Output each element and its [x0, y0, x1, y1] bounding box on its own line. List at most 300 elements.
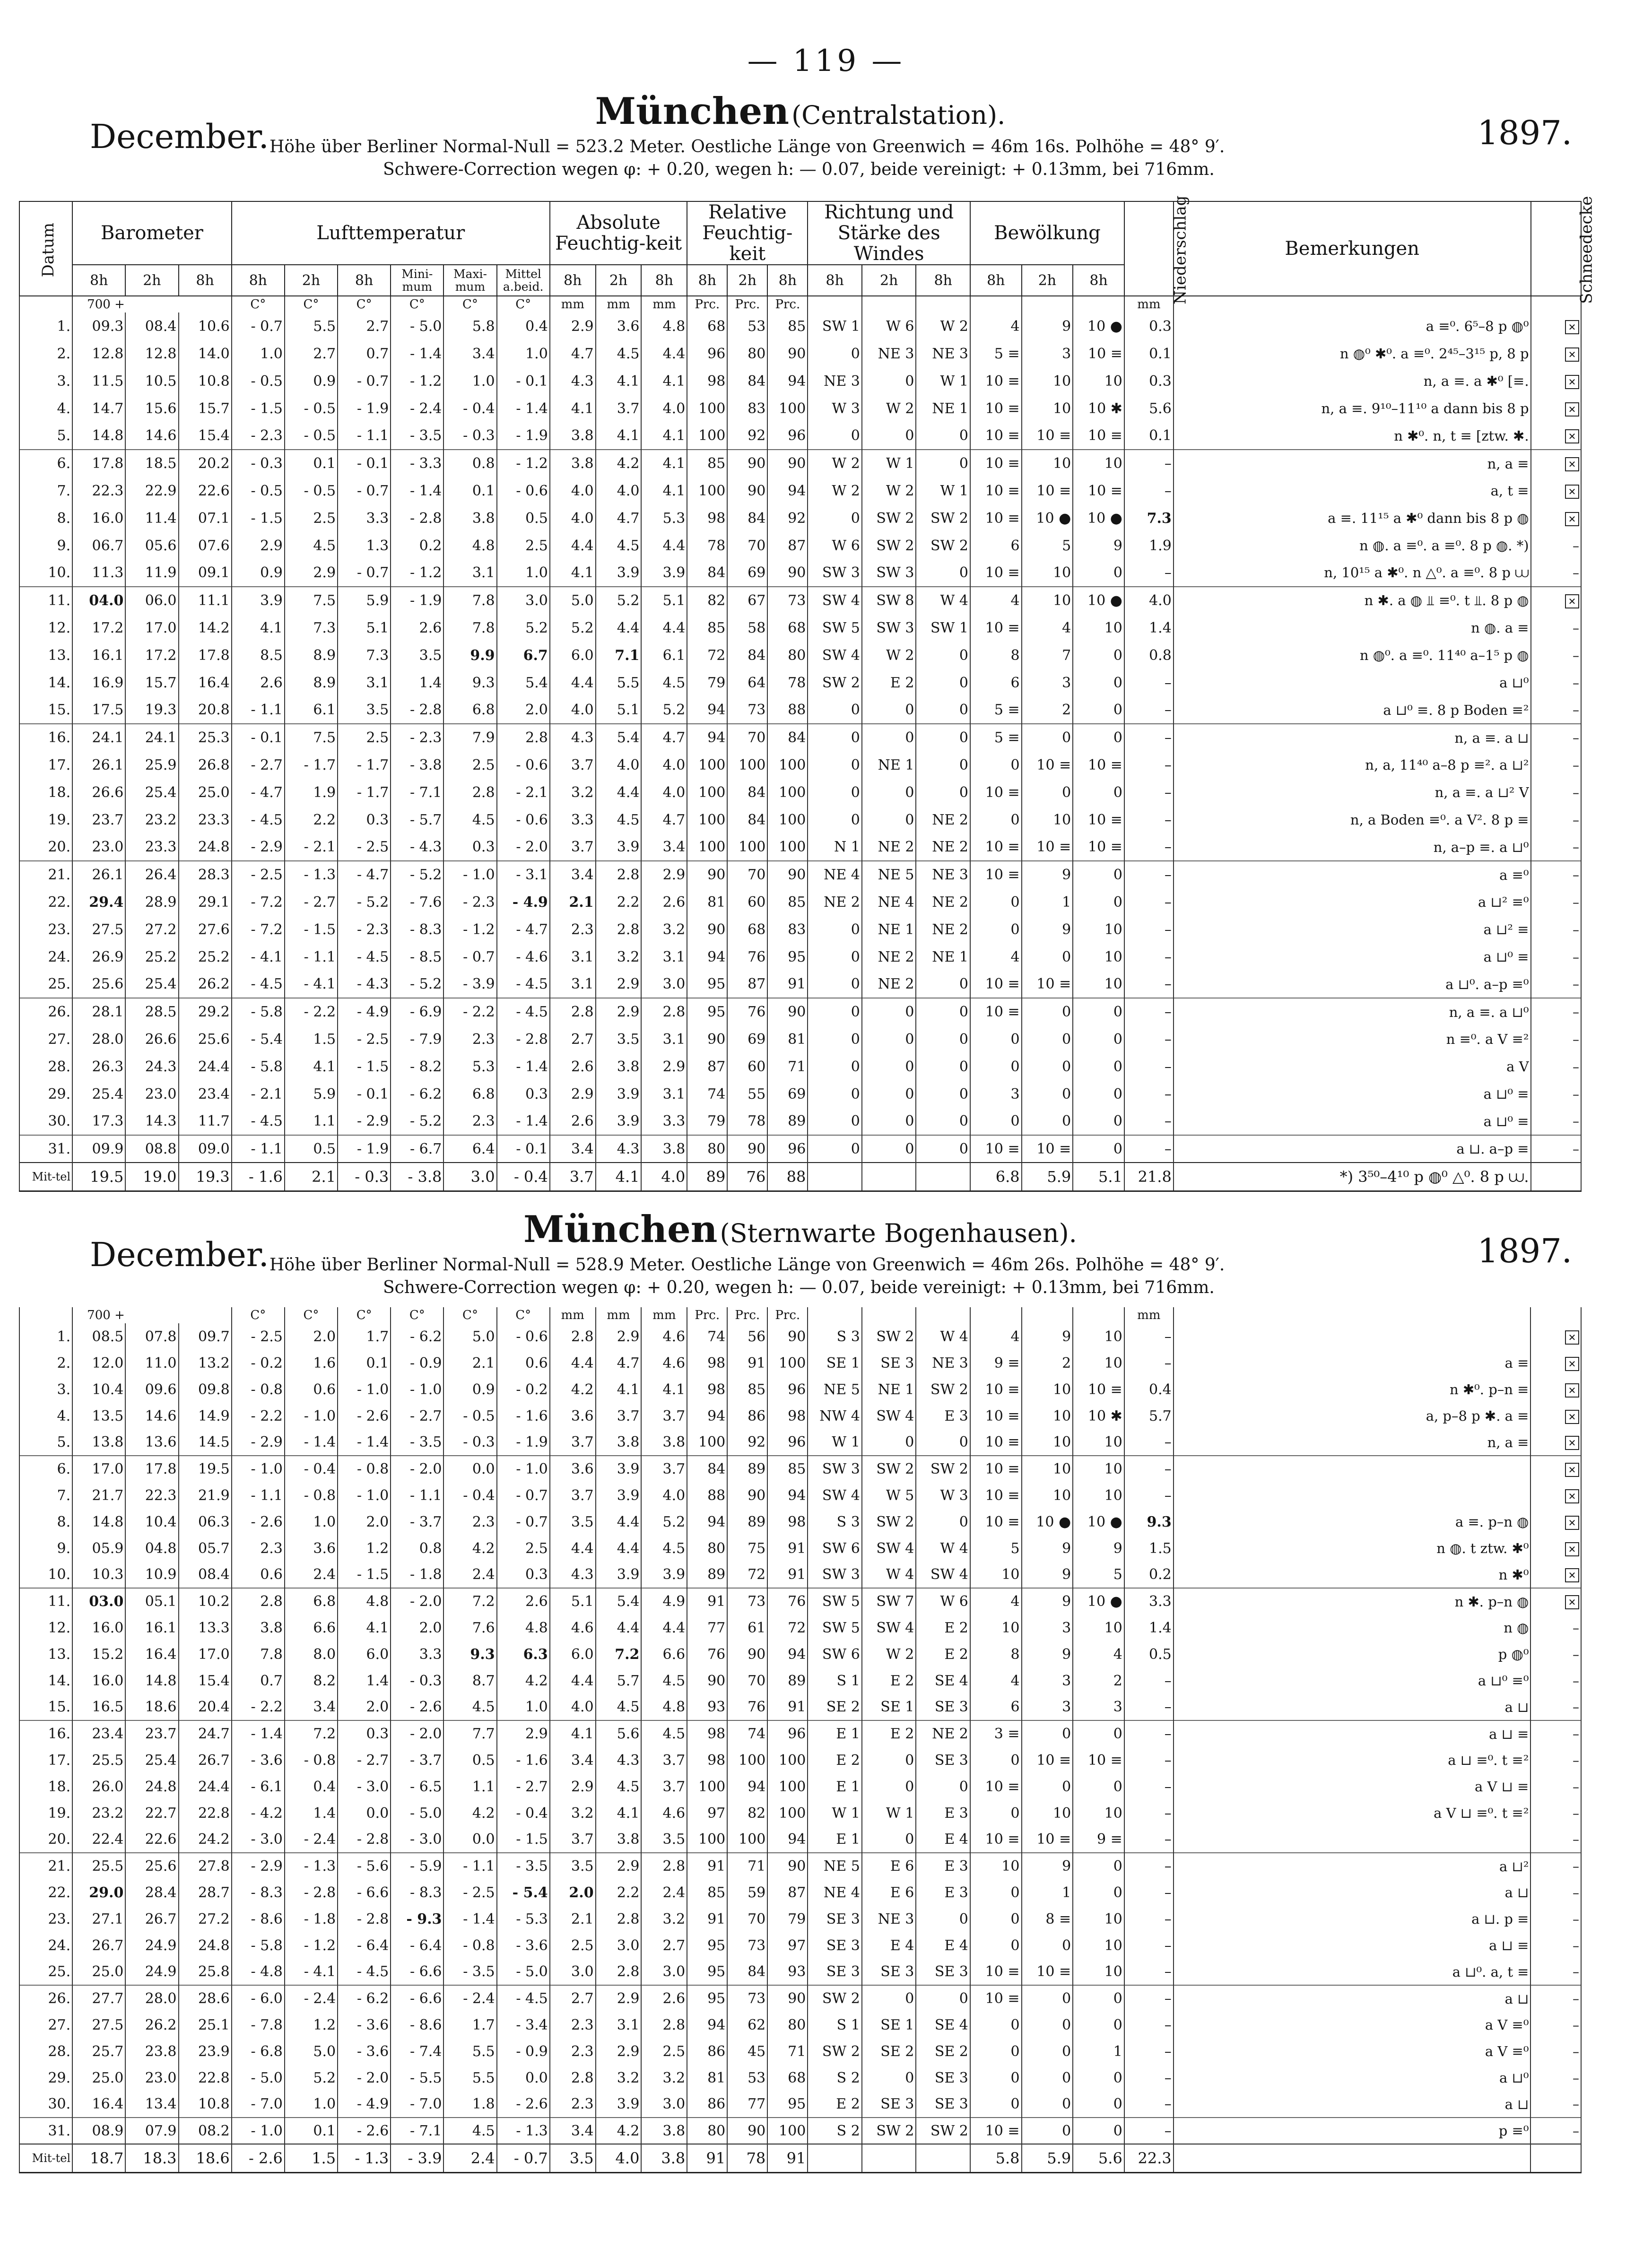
table-cell — [19, 614, 72, 642]
table-cell — [391, 1108, 443, 1135]
table-cell — [232, 367, 285, 395]
table-cell — [179, 916, 232, 943]
table-cell — [338, 1985, 391, 2012]
unit-temperature: C° — [443, 296, 496, 313]
header-bewoelkung: Bewölkung — [970, 201, 1124, 265]
cell-value: - 1.1 — [304, 948, 336, 965]
table-cell — [443, 395, 496, 422]
cell-value: 0 — [851, 756, 860, 773]
cell-value: 70 — [748, 1910, 766, 1927]
cell-value: 84 — [788, 729, 806, 746]
table-cell — [808, 1694, 862, 1720]
table-cell — [1174, 1080, 1531, 1108]
table-cell — [862, 779, 916, 806]
table-cell — [767, 2012, 808, 2038]
table-cell — [1531, 669, 1581, 696]
table-cell — [767, 395, 808, 422]
table-cell — [596, 1773, 642, 1800]
cell-value: 17.0 — [92, 1461, 124, 1477]
table-cell — [970, 587, 1022, 614]
snow-cover-value: – — [1573, 1699, 1579, 1715]
cell-value: 06.7 — [92, 537, 124, 554]
table-cell — [497, 916, 550, 943]
cell-value: 2.4 — [313, 1566, 336, 1583]
cell-value: 91 — [707, 1910, 726, 1927]
cell-value: - 6.6 — [410, 1990, 442, 2007]
table-cell — [285, 532, 338, 559]
table-cell — [19, 1879, 72, 1906]
cell-value: 4.1 — [571, 564, 594, 581]
table-cell — [862, 367, 916, 395]
table-cell — [641, 642, 687, 669]
table-cell — [497, 1773, 550, 1800]
cell-value: 100 — [779, 1752, 806, 1769]
table-cell — [72, 340, 125, 367]
table-cell — [179, 1906, 232, 1932]
table-cell — [497, 1800, 550, 1826]
table-cell — [727, 1350, 767, 1376]
table-cell — [687, 1080, 727, 1108]
cell-value: 13.3 — [198, 1619, 230, 1636]
table-cell — [391, 833, 443, 861]
cell-value: 77 — [707, 1619, 726, 1636]
cell-value: 25.0 — [92, 1963, 124, 1980]
table-cell — [767, 1853, 808, 1879]
table-cell — [338, 1853, 391, 1879]
mean-cell — [727, 1163, 767, 1191]
table-cell — [862, 833, 916, 861]
cell-value: 24.8 — [198, 1937, 230, 1954]
cell-value: - 4.7 — [516, 921, 548, 938]
cell-value: 0.2 — [1149, 1566, 1172, 1583]
cell-value: 100 — [779, 839, 806, 855]
cell-value: a ≡. 11¹⁵ a ✱⁰ dann bis 8 p ◍ — [1328, 510, 1529, 526]
cell-value: - 2.5 — [356, 839, 389, 855]
table-cell — [808, 943, 862, 971]
table-cell — [338, 477, 391, 504]
snow-cover-value: – — [1573, 784, 1579, 800]
table-cell — [285, 779, 338, 806]
table-cell — [1174, 1932, 1531, 1959]
cell-value: 25.0 — [92, 2069, 124, 2086]
cell-value: 09.1 — [198, 564, 230, 581]
cell-value: - 1.4 — [516, 400, 548, 417]
cell-value: 10 ≡ — [985, 373, 1020, 390]
mean-value: 88 — [786, 1168, 806, 1186]
table-cell — [443, 1694, 496, 1720]
cell-value: 27.8 — [198, 1858, 230, 1875]
cell-value: 0.1 — [1149, 345, 1172, 362]
table-cell — [808, 614, 862, 642]
cell-value: – — [1164, 2122, 1172, 2139]
table-cell — [767, 1879, 808, 1906]
table-cell — [808, 1615, 862, 1641]
table-cell — [285, 642, 338, 669]
table-cell — [19, 2091, 72, 2118]
mean-cell — [862, 2144, 916, 2173]
cell-value: - 0.4 — [516, 1805, 548, 1822]
cell-value: a ⊔ ≡ — [1489, 1937, 1529, 1953]
cell-value: 09.7 — [198, 1328, 230, 1345]
cell-value: - 0.5 — [304, 400, 336, 417]
cell-value: SW 3 — [822, 564, 860, 581]
table-cell — [550, 1747, 596, 1773]
cell-value: 0.8 — [472, 455, 495, 472]
cell-value: - 0.7 — [356, 564, 389, 581]
cell-value: - 0.1 — [516, 373, 548, 390]
cell-value: 79 — [707, 674, 726, 691]
header-temp-h8: 8h — [232, 265, 285, 296]
table-cell — [338, 1509, 391, 1535]
table-cell — [550, 724, 596, 751]
table-cell — [550, 1403, 596, 1429]
cell-value: 84 — [748, 510, 766, 527]
table-cell — [916, 614, 970, 642]
cell-value: 10 ≡ — [1087, 1752, 1122, 1769]
unit-cell — [862, 296, 916, 313]
table-cell — [862, 450, 916, 477]
snow-cover-box-icon: ✕ — [1565, 512, 1579, 526]
snow-cover-box-icon: ✕ — [1565, 1516, 1579, 1530]
table-cell — [687, 1853, 727, 1879]
table-cell — [767, 971, 808, 998]
cell-value: 19. — [48, 811, 71, 828]
table-cell — [641, 1429, 687, 1456]
table-cell — [1124, 1562, 1174, 1588]
cell-value: 88 — [788, 702, 806, 718]
cell-value: 16.9 — [92, 674, 124, 691]
table-cell — [727, 587, 767, 614]
table-cell — [497, 1720, 550, 1747]
cell-value: 85 — [788, 1461, 806, 1477]
table-cell — [232, 1588, 285, 1615]
cell-value: 10 ≡ — [985, 1140, 1020, 1157]
table-cell — [125, 1853, 178, 1879]
table-cell — [687, 1906, 727, 1932]
table-cell — [497, 1535, 550, 1562]
cell-value: - 7.2 — [251, 894, 283, 911]
table-cell — [808, 1053, 862, 1080]
cell-value: n, 10¹⁵ a ✱⁰. n △⁰. a ≡⁰. 8 p ⩊ — [1324, 564, 1529, 581]
table-cell — [916, 1135, 970, 1163]
snow-cover-value: – — [1573, 1031, 1579, 1047]
cell-value: NE 3 — [932, 345, 968, 362]
cell-value: 5.4 — [617, 1593, 640, 1610]
cell-value: NE 2 — [932, 1726, 968, 1742]
cell-value: NE 2 — [878, 976, 914, 992]
cell-value: 3.2 — [571, 784, 594, 801]
table-cell — [232, 422, 285, 450]
table-cell — [391, 1720, 443, 1747]
table-cell — [767, 1429, 808, 1456]
cell-value: SW 4 — [822, 592, 860, 609]
cell-value: 90 — [707, 1031, 726, 1048]
cell-value: E 1 — [836, 1778, 860, 1795]
table-cell — [596, 313, 642, 340]
cell-value: SW 2 — [876, 2122, 914, 2139]
cell-value: 90 — [748, 2122, 766, 2139]
mean-cell — [1073, 2144, 1124, 2173]
table-cell — [391, 1588, 443, 1615]
cell-value: 0 — [1062, 1726, 1071, 1742]
table-cell — [232, 532, 285, 559]
cell-value: - 2.5 — [356, 1031, 389, 1048]
cell-value: - 5.9 — [410, 1858, 442, 1875]
header-wind-h2: 2h — [862, 265, 916, 296]
table-cell — [19, 724, 72, 751]
snow-cover-value: – — [1573, 1673, 1579, 1689]
table-cell — [1073, 1429, 1124, 1456]
table-cell — [391, 1694, 443, 1720]
cell-value: 4.5 — [662, 1726, 686, 1742]
mean-value: 78 — [746, 2149, 766, 2167]
mean-cell — [285, 1163, 338, 1191]
cell-value: SE 4 — [934, 1672, 968, 1689]
table-cell — [727, 888, 767, 916]
cell-value: 4.3 — [571, 373, 594, 390]
cell-value: 1 — [1113, 2043, 1122, 2060]
cell-value: - 1.1 — [251, 702, 283, 718]
table-cell — [72, 450, 125, 477]
table-cell — [125, 1376, 178, 1403]
cell-value: 75 — [748, 1540, 766, 1557]
cell-value: 5.0 — [472, 1328, 495, 1345]
cell-value: 5.4 — [617, 729, 640, 746]
table-cell — [970, 1932, 1022, 1959]
cell-value: 11.0 — [145, 1354, 177, 1372]
mean-cell — [1530, 2144, 1581, 2173]
table-cell — [125, 1108, 178, 1135]
cell-value: 80 — [707, 2122, 726, 2139]
table-cell — [1530, 1323, 1581, 1350]
table-cell — [1073, 2091, 1124, 2118]
cell-value: – — [1164, 1990, 1172, 2007]
cell-value: 100 — [739, 756, 766, 773]
cell-value: 24.8 — [145, 1778, 177, 1795]
cell-value: 9 — [1062, 1540, 1071, 1557]
table-cell — [338, 367, 391, 395]
table-cell — [550, 1080, 596, 1108]
cell-value: - 1.0 — [251, 1461, 283, 1477]
table-cell — [596, 1456, 642, 1482]
table-cell — [687, 833, 727, 861]
cell-value: 4.7 — [617, 1354, 640, 1372]
table-row — [19, 696, 1581, 724]
table-cell — [970, 340, 1022, 367]
cell-value: - 1.2 — [463, 921, 495, 938]
cell-value: 80 — [788, 2016, 806, 2033]
table-cell — [497, 1323, 550, 1350]
table-cell — [641, 313, 687, 340]
cell-value: - 0.7 — [356, 373, 389, 390]
table-cell — [338, 1403, 391, 1429]
cell-value: 5.2 — [525, 619, 548, 636]
table-cell — [550, 1323, 596, 1350]
cell-value: 3.0 — [662, 976, 686, 992]
table-cell — [1174, 1667, 1531, 1694]
table-cell — [596, 1350, 642, 1376]
table-cell — [970, 1350, 1022, 1376]
table-cell — [767, 888, 808, 916]
cell-value: 3.9 — [662, 1566, 686, 1583]
table-cell — [1174, 1694, 1531, 1720]
table-cell — [808, 1985, 862, 2012]
cell-value: NE 2 — [878, 948, 914, 965]
table-cell — [232, 998, 285, 1025]
table-cell — [641, 696, 687, 724]
table-cell — [179, 532, 232, 559]
table-cell — [1022, 340, 1073, 367]
cell-value: 74 — [748, 1726, 766, 1742]
table-cell — [862, 1135, 916, 1163]
table-cell — [285, 1853, 338, 1879]
table-cell — [970, 943, 1022, 971]
table-cell — [1174, 1053, 1531, 1080]
table-cell — [285, 1429, 338, 1456]
snow-cover-box-icon: ✕ — [1565, 1542, 1579, 1556]
table-cell — [1531, 916, 1581, 943]
cell-value: 53 — [748, 2069, 766, 2086]
table-cell — [767, 1025, 808, 1053]
cell-value: 2.3 — [472, 1113, 495, 1129]
cell-value: 87 — [788, 537, 806, 554]
unit-mm: mm — [596, 296, 642, 313]
cell-value: 24.9 — [145, 1963, 177, 1980]
table-cell — [1022, 1879, 1073, 1906]
cell-value: - 1.0 — [356, 1487, 389, 1504]
cell-value: 11. — [48, 1593, 71, 1610]
table-cell — [338, 2091, 391, 2118]
cell-value: 4.6 — [662, 1328, 686, 1345]
cell-value: n ≡⁰. a V ≡² — [1446, 1031, 1529, 1047]
cell-value: 24.2 — [198, 1831, 230, 1848]
table-cell — [1124, 916, 1174, 943]
cell-value: 4.6 — [662, 1805, 686, 1822]
table-cell — [338, 614, 391, 642]
header-temp-h2: 2h — [285, 265, 338, 296]
table-cell — [727, 367, 767, 395]
table-cell — [1022, 395, 1073, 422]
table-cell — [391, 1535, 443, 1562]
table-cell — [550, 888, 596, 916]
table-cell — [1174, 2038, 1531, 2065]
table-cell — [391, 2012, 443, 2038]
table-cell — [808, 1376, 862, 1403]
table-row — [19, 1747, 1581, 1773]
table-cell — [497, 450, 550, 477]
cell-value: 05.6 — [145, 537, 177, 554]
table-cell — [687, 696, 727, 724]
table-cell — [1531, 614, 1581, 642]
table-cell — [125, 833, 178, 861]
cell-value: 4.1 — [662, 427, 686, 444]
cell-value: 17. — [48, 756, 71, 773]
cell-value: a ⊔ ≡⁰. t ≡² — [1448, 1752, 1529, 1768]
cell-value: 0.3 — [1149, 373, 1172, 390]
cell-value: 0 — [1113, 894, 1122, 911]
table-cell — [338, 1535, 391, 1562]
cell-value: 28.7 — [198, 1884, 230, 1901]
cell-value: - 5.8 — [251, 1004, 283, 1020]
cell-value: 94 — [707, 729, 726, 746]
cell-value: 7.5 — [313, 592, 336, 609]
cell-value: 6.6 — [313, 1619, 336, 1636]
cell-value: 14.5 — [198, 1434, 230, 1450]
cell-value: 23.4 — [198, 1085, 230, 1103]
table-cell — [1174, 724, 1531, 751]
cell-value: 1.0 — [313, 2096, 336, 2112]
cell-value: 90 — [707, 921, 726, 938]
table-cell — [179, 1747, 232, 1773]
cell-value: 30. — [48, 2096, 71, 2112]
cell-value: 10 ≡ — [985, 1831, 1020, 1848]
cell-value: 14.8 — [145, 1672, 177, 1689]
cell-value: 2.7 — [366, 318, 389, 335]
cell-value: - 2.5 — [251, 867, 283, 883]
table-cell — [338, 1826, 391, 1853]
cell-value: 0 — [959, 427, 968, 444]
table-cell — [19, 1482, 72, 1509]
table-cell — [916, 943, 970, 971]
cell-value: 0 — [1010, 1752, 1020, 1769]
cell-value: 4.4 — [662, 537, 686, 554]
cell-value: 27.1 — [92, 1910, 124, 1927]
table-cell — [767, 861, 808, 888]
table-cell — [1174, 504, 1531, 532]
cell-value: 26.3 — [92, 1058, 124, 1075]
table-cell — [1022, 477, 1073, 504]
cell-value: 73 — [788, 592, 806, 609]
table-cell — [687, 477, 727, 504]
cell-value: 94 — [788, 1487, 806, 1504]
cell-value: 0.3 — [366, 1726, 389, 1742]
unit-temperature: C° — [391, 296, 443, 313]
cell-value: - 0.7 — [516, 1487, 548, 1504]
unit-percent: Prc. — [687, 296, 727, 313]
table-cell — [391, 1509, 443, 1535]
table-cell — [862, 1429, 916, 1456]
cell-value: 87 — [707, 1058, 726, 1075]
cell-value: - 8.3 — [410, 1884, 442, 1901]
cell-value: 7.5 — [313, 729, 336, 746]
table-cell — [641, 1720, 687, 1747]
cell-value: - 3.0 — [410, 1831, 442, 1848]
table-cell — [72, 2038, 125, 2065]
cell-value: 4.7 — [662, 811, 686, 828]
cell-value: - 8.6 — [251, 1910, 283, 1927]
table-cell — [1174, 998, 1531, 1025]
cell-value: 10 ≡ — [985, 427, 1020, 444]
table-cell — [1073, 614, 1124, 642]
table-cell — [862, 2012, 916, 2038]
table-cell — [970, 532, 1022, 559]
table-cell — [391, 313, 443, 340]
cell-value: - 1.1 — [356, 427, 389, 444]
cell-value: NE 2 — [932, 839, 968, 855]
table-cell — [1073, 998, 1124, 1025]
cell-value: 90 — [788, 1328, 806, 1345]
cell-value: - 4.1 — [251, 948, 283, 965]
table-cell — [72, 504, 125, 532]
mean-value: 2.4 — [470, 2149, 495, 2167]
cell-value: 7.7 — [472, 1726, 495, 1742]
cell-value: 26.7 — [145, 1910, 177, 1927]
table-cell — [285, 367, 338, 395]
table-cell — [767, 1080, 808, 1108]
table-cell — [443, 422, 496, 450]
table-cell — [497, 1080, 550, 1108]
cell-value: SW 5 — [822, 1593, 860, 1610]
